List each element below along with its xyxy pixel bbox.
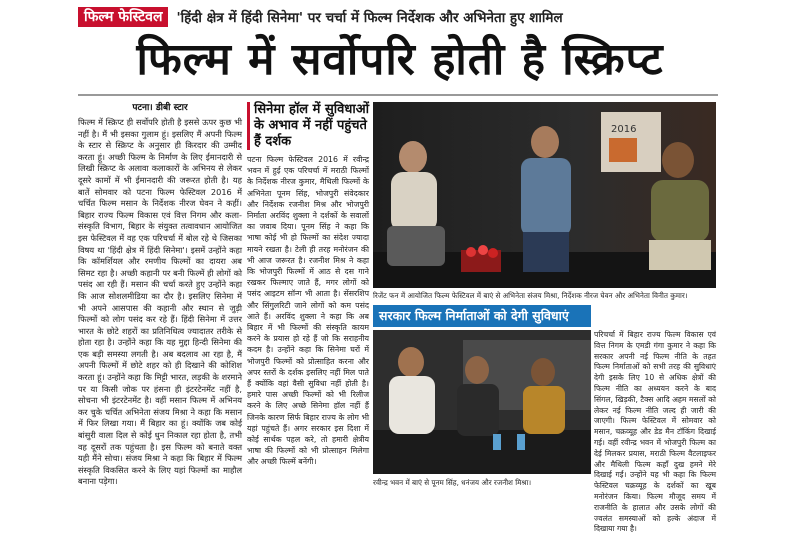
banner-year: 2016 xyxy=(611,124,637,135)
panel-photo xyxy=(373,102,716,288)
right-column xyxy=(594,330,716,534)
panel-photo-caption: रिजेंट फन में आयोजित फिल्म फेस्टिवल में बाएं से अभिनेता संजय मिश्रा, निर्देशक नीरज घेवन और अभिनेता विनीत कुमार। xyxy=(373,291,688,300)
middle-body-text: पटना फिल्म फेस्टिवल 2016 में रवीन्द्र भवन में हुई एक परिचर्चा में मराठी फिल्मों के निर्देशक नीरज कुमार, मैथिली फिल्मों के अभिनेता पूनम सिंह, भोजपुरी संवेदकार और निर्देशक रजनीश मिश्र और भोजपुरी निर्माता अरविंद शुक्ला ने दर्शकों के सवालों का जवाब दिया। पूनम सिंह ने कहा कि भाषा कोई भी हो फिल्मों का संदेश ज्यादा मायने रखता है। टेली ही तरह मनोरंजन की भी आज जरूरत है। रजनीश मिश्र ने कहा कि भोजपुरी फिल्मों में आठ से दस गाने रखकर फिल्माए जाते हैं, मगर लोगों को पसंद आइटम सॉन्ग भी आता है। सेंसरशिप और सिंगुलरिटी जाने लोगों को कम पसंद आते हैं। अरविंद शुक्ला ने कहा कि अब बिहार में भी फिल्मों की संस्कृति कायम करने के प्रयास हो रहे हैं जो कि सराहनीय कदम है। उन्होंने कहा कि सिनेमा घरों में भोजपुरी फिल्मों को प्रोत्साहित करना और अपर स्तरों के दर्शक इसलिए नहीं मिल पाते हैं क्योंकि वहां वैसी सुविधा नहीं होती है। हमारे पास अच्छी फिल्मों को भी रिलीज करने के लिए अच्छे सिनेमा हॉल नहीं हैं जिनके कारण सिर्फ बिहार राज्य के लोग भी यहां पहुंचते हैं। अगर सरकार इस दिशा में कोई सार्थक पहल करे, तो हमारी क्षेत्रीय भाषा की फिल्मों को भी प्रोत्साहन मिलेगा और अच्छी फिल्में बनेंगी। xyxy=(247,155,369,467)
left-column xyxy=(78,100,242,494)
discussion-photo-caption: रवीन्द्र भवन में बाएं से पूनम सिंह, धनंजय और रजनीश मिश्रा। xyxy=(373,478,532,487)
left-body-text: फिल्म में स्क्रिप्ट ही सर्वोपरि होती है इससे ऊपर कुछ भी नहीं है। मैं भी इसका गुलाम हूं। इसलिए मैं अपनी फिल्म के स्टार से स्क्रिप्ट के अनुसार ही किरदार की उम्मीद करता हूं। अच्छी फिल्म के निर्माण के लिए ईमानदारी से लिखी स्क्रिप्ट के अलावा कलाकारों के अभिनय से लेकर दूसरे कामों में भी ईमानदारी की जरूरत होती है। यह बातें सोमवार को पटना फिल्म फेस्टिवल 2016 में चर्चित फिल्म मसान के निर्देशक नीरज घेवन ने कहीं। बिहार राज्य फिल्म विकास एवं वित्त निगम और कला-संस्कृति विभाग, बिहार के संयुक्त तत्वावधान आयोजित इस फेस्टिवल में वह एक परिचर्चा में बोल रहे थे जिसका विषय था 'हिंदी क्षेत्र में हिंदी सिनेमा'। इसमें उन्होंने कहा कि कॉमर्शियल और रमणीय फिल्मों का दायरा अब सिमट रहा है। अच्छी कहानी पर बनी फिल्में ही लोगों को पसंद आ रही हैं। मसान की चर्चा करते हुए उन्होंने कहा कि आज सोशलमीडिया का दौर है। इसलिए सिनेमा में भी अपने आसपास की कहानी और स्थान से जुड़ी फिल्मों को लोग पसंद कर रहे हैं। हिंदी सिनेमा में उत्तर भारत के छोटे शहरों का प्रतिनिधित्व ज्यादातर तरीके से होता रहा है। उन्होंने कहा कि यह मुद्दा हिन्दी सिनेमा की एक बड़ी समस्या लगती है। अब बदलाव आ रहा है, मैं अपनी फिल्मों में छोटे शहर को ही दिखाने की कोशिश करता हूं। उन्होंने कहा कि मिट्टी भारत, लड़की के शरमाने पर या किसी जोक पर हंसना ही इंटरटेनमेंट नहीं है, सोचना भी इंटरटेनमेंट है। वहीं मसान फिल्म में अभिनय कर चुके चर्चित अभिनेता संजय मिश्रा ने कहा कि मसान में फिर लिखा गया। मैं बिहार का हूं। क्योंकि जब कोई बांसुरी वाला दिल से कोई धुन निकाल रहा होता है, तभी वह दूसरों तक पहुंचता है। इस फिल्म को बनाते वक्त यही मैंने सोचा। संजय मिश्रा ने कहा कि बिहार में फिल्म संस्कृति विकसित करने के लिए यहां फिल्मों का माहौल बनाना पड़ेगा। xyxy=(78,117,242,487)
section-tag: फिल्म फेस्टिवल xyxy=(78,7,168,27)
discussion-photo-illustration xyxy=(373,330,591,474)
kicker-text: 'हिंदी क्षेत्र में हिंदी सिनेमा' पर चर्चा में फिल्म निर्देशक और अभिनेता हुए शामिल xyxy=(176,10,563,26)
headline-rule xyxy=(78,94,718,96)
section-band-heading: सरकार फिल्म निर्माताओं को देगी सुविधाएं xyxy=(373,305,591,327)
panel-photo-illustration xyxy=(373,102,716,288)
kicker-bar xyxy=(78,6,718,28)
middle-column xyxy=(247,102,369,494)
headline: फिल्म में सर्वोपरि होती है स्क्रिप्ट xyxy=(136,34,664,85)
dateline: पटना। डीबी स्टार xyxy=(132,103,188,113)
right-body-text: परिचर्चा में बिहार राज्य फिल्म विकास एवं वित्त निगम के एमडी गंगा कुमार ने कहा कि सरकार अपनी नई फिल्म नीति के तहत फिल्म निर्माताओं को सभी तरह की सुविधाएं देगी इसके लिए 10 से अधिक क्षेत्रों की फिल्म नीति का अध्ययन करने के बाद सिंगल, खिड़की, टैक्स आदि अहम मसलों को लेकर नई फिल्म नीति जल्द ही जारी की जाएगी। फिल्म फेस्टिवल में सोमवार को मसान, चक्रव्यूह और डेड मैन टॉकिंग दिखाई गई। वहीं रवीन्द्र भवन में भोजपुरी फिल्म का देई मिलकर प्रयास, मराठी फिल्म वैटलाइफर और मैथिली फिल्म कहाँ दुख हमने मेरे दिखाई गईं। उन्होंने यह भी कहा कि फिल्म फेस्टिवल चक्रव्यूह के दर्शकों का खूब मनोरंजन किया। फिल्म मौजूद समय में राजनीति के हालात और उसके लोगों की ज्वलंत समस्याओं को हल्के अंदाज में दिखाया गया है। xyxy=(594,330,716,534)
discussion-photo xyxy=(373,330,591,474)
middle-subheading: सिनेमा हॉल में सुविधाओं के अभाव में नहीं पहुंचते हैं दर्शक xyxy=(247,102,369,150)
